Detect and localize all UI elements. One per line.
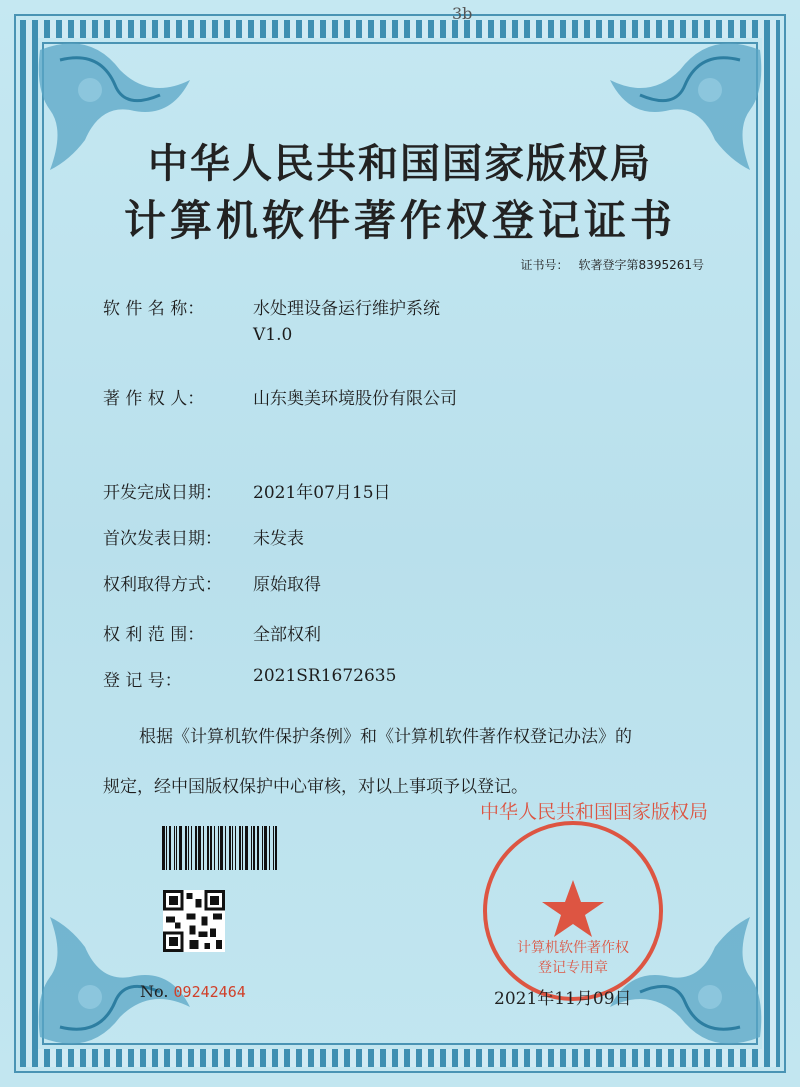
dev-date-row	[103, 478, 391, 503]
pub-date-row	[103, 524, 304, 549]
barcode-bar	[225, 826, 226, 870]
barcode-bar	[191, 826, 192, 870]
seal-outer-text: 中华人民共和国国家版权局	[480, 801, 709, 823]
barcode-bar	[188, 826, 189, 870]
barcode-bar	[207, 826, 209, 870]
barcode-bar	[169, 826, 171, 870]
software-name-value-block	[253, 296, 440, 348]
barcode-bar	[229, 826, 231, 870]
certificate-title: 计算机软件著作权登记证书	[123, 196, 676, 245]
barcode-bar	[251, 826, 252, 870]
barcode-bar	[198, 826, 201, 870]
barcode-bar	[235, 826, 236, 870]
owner-row	[103, 384, 457, 409]
owner-value: 山东奥美环境股份有限公司	[253, 389, 457, 409]
scope-label: 权 利 范 围：	[103, 625, 205, 645]
software-name-value: 水处理设备运行维护系统	[253, 299, 440, 319]
seal-inner-line1: 计算机软件著作权	[517, 940, 629, 956]
registration-row	[103, 666, 396, 691]
acquisition-row	[103, 570, 321, 595]
barcode-bar	[239, 826, 241, 870]
barcode-bar	[269, 826, 270, 870]
software-name-label: 软 件 名 称：	[103, 299, 205, 319]
barcode-bar	[220, 826, 223, 870]
dev-date-value: 2021年07月15日	[253, 483, 391, 503]
acquisition-label: 权利取得方式：	[103, 575, 222, 595]
registration-label: 登 记 号：	[103, 671, 182, 691]
pub-date-label: 首次发表日期：	[103, 529, 222, 549]
barcode-bar	[162, 826, 165, 870]
seal-inner-line2: 登记专用章	[538, 960, 608, 976]
barcode-bar	[195, 826, 197, 870]
barcode-bar	[176, 826, 177, 870]
barcode-bar	[242, 826, 243, 870]
serial-number	[140, 982, 246, 1001]
barcode-bar	[210, 826, 212, 870]
issue-date: 2021年11月09日	[494, 989, 632, 1009]
barcode-bar	[166, 826, 167, 870]
acquisition-value: 原始取得	[253, 575, 321, 595]
barcode-bar	[262, 826, 263, 870]
barcode-bar	[218, 826, 219, 870]
body-text-line1: 根据《计算机软件保护条例》和《计算机软件著作权登记办法》的	[139, 727, 632, 747]
barcode-bar	[273, 826, 274, 870]
registration-value: 2021SR1672635	[253, 666, 397, 686]
official-seal	[480, 801, 709, 1004]
software-version: V1.0	[253, 325, 293, 345]
dev-date-label: 开发完成日期：	[103, 483, 222, 503]
serial-prefix: No.	[140, 982, 169, 1001]
barcode-bar	[275, 826, 277, 870]
barcode-bar	[203, 826, 204, 870]
barcode-bar	[253, 826, 255, 870]
owner-label: 著 作 权 人：	[103, 389, 205, 409]
barcode-bar	[232, 826, 233, 870]
pub-date-value: 未发表	[253, 529, 304, 549]
certificate-number	[521, 256, 704, 273]
qr-code-icon	[163, 890, 225, 952]
barcode-bar	[185, 826, 187, 870]
barcode-bar	[264, 826, 267, 870]
barcode-bar	[174, 826, 175, 870]
barcode-bar	[214, 826, 215, 870]
scope-row	[103, 620, 321, 645]
barcode-bar	[245, 826, 248, 870]
issuer-title: 中华人民共和国国家版权局	[148, 140, 652, 187]
barcode-bar	[179, 826, 182, 870]
serial-value: 09242464	[173, 983, 246, 1001]
scope-value: 全部权利	[253, 625, 321, 645]
barcode-icon	[162, 826, 280, 870]
body-text-line2: 规定，经中国版权保护中心审核，对以上事项予以登记。	[103, 777, 528, 797]
software-name-row	[103, 296, 440, 348]
cert-no-label: 证书号：	[520, 258, 569, 272]
cert-no-value: 软著登字第8395261号	[578, 258, 704, 272]
barcode-bar	[257, 826, 259, 870]
seal-star-icon	[542, 880, 604, 937]
handwritten-mark: 3b	[452, 4, 473, 23]
